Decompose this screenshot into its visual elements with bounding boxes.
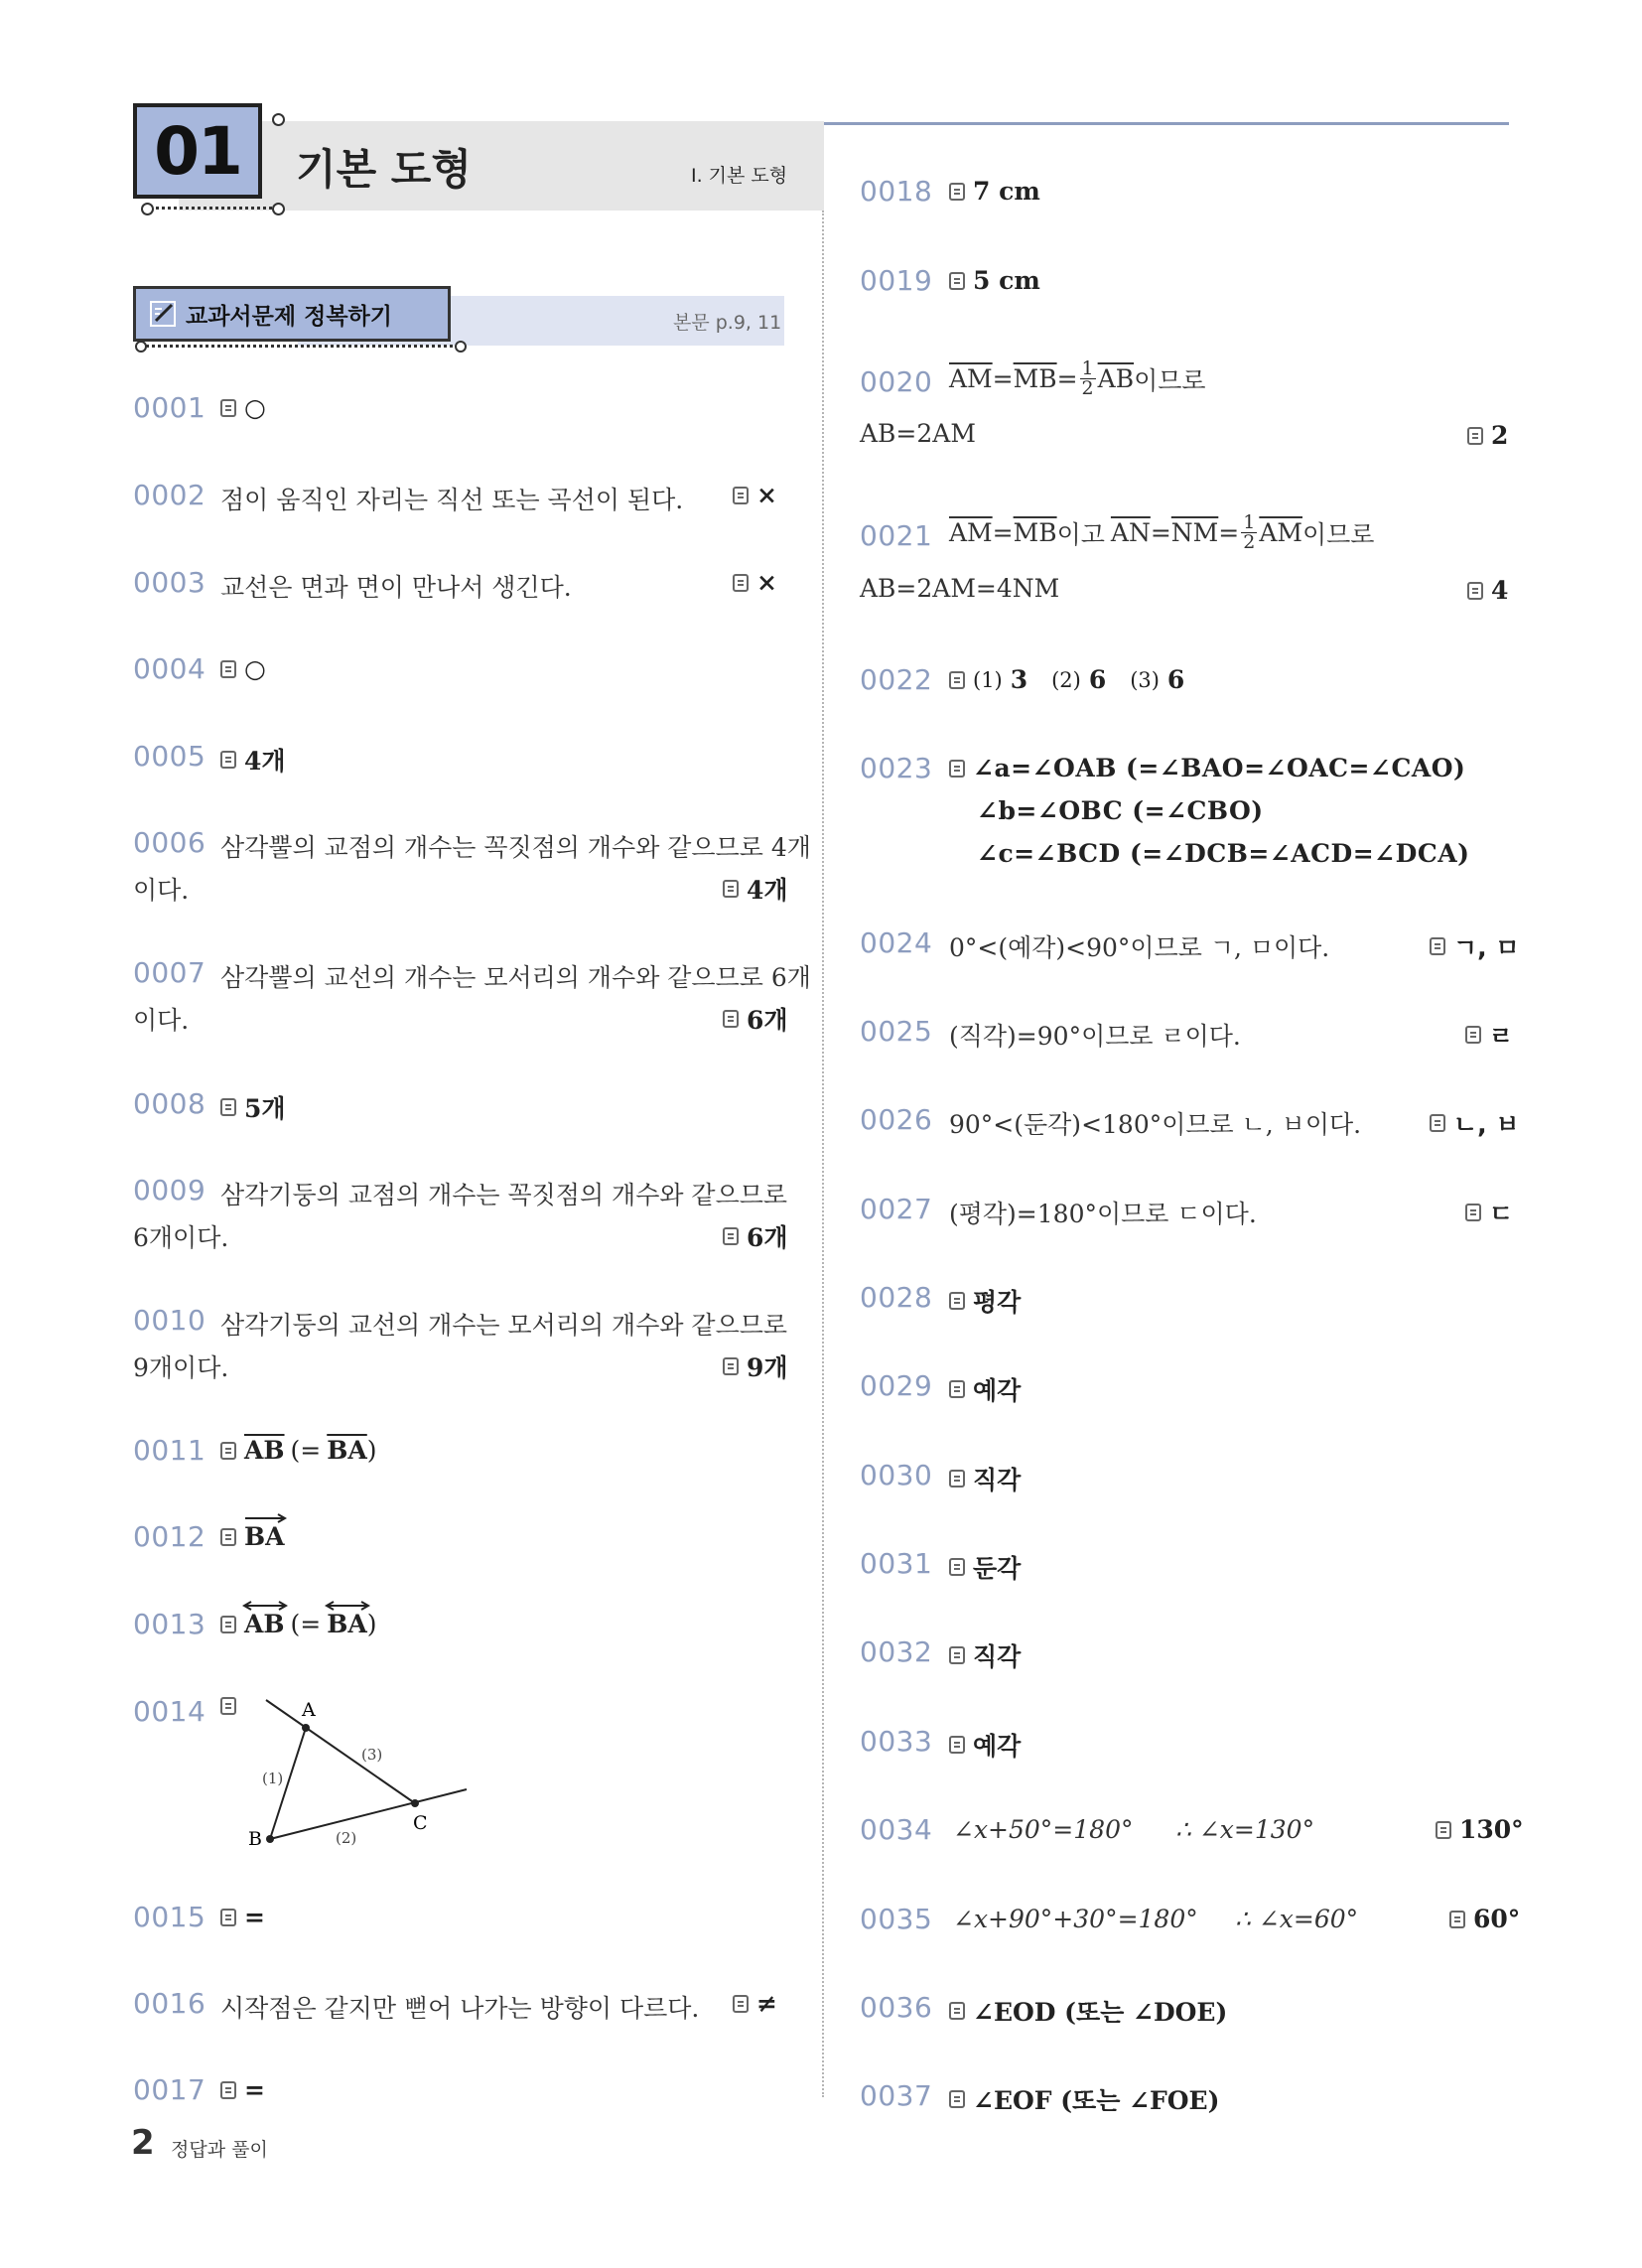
- equation-line2: AB=2AM=4NM: [860, 574, 1060, 603]
- point-label-c: C: [413, 1812, 428, 1834]
- item-text: 삼각기둥의 교점의 개수는 꼭짓점의 개수와 같으므로: [220, 1181, 788, 1209]
- item-number: 0004: [133, 652, 206, 685]
- item-number: 0024: [860, 926, 933, 959]
- subsection-dots: [139, 345, 461, 348]
- answer-icon: [220, 1098, 236, 1116]
- page-number: 2: [131, 2123, 155, 2163]
- item-number: 0020: [860, 365, 933, 398]
- figure-label-3: (3): [361, 1746, 383, 1764]
- answer-icon: [949, 2090, 965, 2108]
- item-number: 0033: [860, 1725, 933, 1758]
- item-number: 0034: [860, 1813, 933, 1846]
- equation: ∠x+90°+30°=180°: [953, 1905, 1198, 1933]
- item-text-cont: 이다.: [133, 1006, 190, 1035]
- item-number: 0026: [860, 1103, 933, 1136]
- answer-icon: [723, 1010, 739, 1028]
- answer: 5개: [220, 1089, 286, 1125]
- ray-arrow-icon: [244, 1512, 288, 1524]
- answer: 예각: [949, 1727, 1021, 1763]
- subsection-label: 교과서문제 정복하기: [186, 303, 392, 330]
- answer: 2: [1467, 421, 1508, 450]
- subsection-badge: [133, 286, 451, 342]
- item-number: 0003: [133, 566, 206, 599]
- answer: =: [220, 2075, 265, 2104]
- answer: ∠EOD (또는 ∠DOE): [949, 1993, 1227, 2029]
- answer-icon: [733, 487, 749, 504]
- answer-line2: ∠b=∠OBC (=∠CBO): [977, 796, 1264, 825]
- item-number: 0009: [133, 1174, 206, 1206]
- answer: 직각: [949, 1637, 1021, 1673]
- answer: 평각: [949, 1283, 1021, 1319]
- item-number: 0015: [133, 1901, 206, 1933]
- answer: 7 cm: [949, 177, 1040, 206]
- answer-icon: [949, 1470, 965, 1488]
- answer-icon: [220, 751, 236, 769]
- item-text: 삼각뿔의 교선의 개수는 모서리의 개수와 같으므로 6개: [220, 963, 811, 992]
- right-column-rule: [824, 122, 1509, 125]
- item-number: 0008: [133, 1087, 206, 1120]
- answer: ㄴ, ㅂ: [1430, 1105, 1520, 1141]
- answer: 둔각: [949, 1549, 1021, 1585]
- answer-icon: [949, 1380, 965, 1398]
- item-number: 0030: [860, 1459, 933, 1491]
- answer: 예각: [949, 1371, 1021, 1407]
- item-number: 0019: [860, 264, 933, 297]
- item-number: 0025: [860, 1015, 933, 1048]
- figure-label-2: (2): [336, 1829, 357, 1847]
- answer: ㄷ: [1465, 1195, 1513, 1230]
- line-arrows-icon: [242, 1600, 288, 1612]
- answer-icon: [949, 1292, 965, 1310]
- answer-icon: [220, 660, 236, 678]
- answer: (1) 3 (2) 6 (3) 6: [949, 665, 1184, 694]
- item-number: 0002: [133, 479, 206, 511]
- item-number: 0031: [860, 1547, 933, 1580]
- answer-icon: [220, 1528, 236, 1546]
- answer: =: [220, 1903, 265, 1931]
- subsection-dot-left: [135, 341, 147, 353]
- answer-icon: [1467, 582, 1483, 600]
- answer: 130°: [1436, 1815, 1524, 1844]
- answer-icon: [1430, 1114, 1445, 1132]
- answer: 4개: [220, 742, 286, 778]
- equation-result: ∴ ∠x=60°: [1235, 1905, 1359, 1933]
- segment-ab: $\overline{AB}$: [244, 1436, 285, 1465]
- answer-icon: [220, 399, 236, 417]
- triangle-figure: [238, 1686, 477, 1855]
- item-number: 0037: [860, 2079, 933, 2112]
- item-text: (평각)=180°이므로 ㄷ이다.: [949, 1200, 1257, 1228]
- answer-icon: [220, 2081, 236, 2099]
- item-number: 0027: [860, 1193, 933, 1225]
- item-text: (직각)=90°이므로 ㄹ이다.: [949, 1022, 1241, 1051]
- item-number: 0016: [133, 1987, 206, 2020]
- item-number: 0036: [860, 1991, 933, 2024]
- item-number: 0029: [860, 1369, 933, 1402]
- answer: 9개: [723, 1348, 788, 1384]
- answer-icon: [949, 1736, 965, 1754]
- answer-icon: [220, 1909, 236, 1926]
- item-text-cont: 9개이다.: [133, 1353, 229, 1382]
- item-number: 0018: [860, 175, 933, 208]
- item-number: 0023: [860, 752, 933, 784]
- answer: 4: [1467, 576, 1508, 605]
- answer-icon: [220, 1616, 236, 1633]
- answer-icon: [723, 1357, 739, 1375]
- answer: 4개: [723, 871, 788, 907]
- chapter-title: 기본 도형: [296, 145, 472, 194]
- answer: 60°: [1449, 1905, 1520, 1933]
- line-ba: BA: [327, 1610, 367, 1638]
- answer: ≠: [733, 1989, 777, 2018]
- answer: 직각: [949, 1461, 1021, 1496]
- item-number: 0011: [133, 1434, 206, 1467]
- item-number: 0014: [133, 1695, 206, 1728]
- answer-icon: [949, 2002, 965, 2020]
- item-number: 0006: [133, 826, 206, 859]
- item-text: 0°<(예각)<90°이므로 ㄱ, ㅁ이다.: [949, 933, 1330, 962]
- answer: ×: [733, 481, 777, 509]
- answer-icon: [723, 880, 739, 898]
- answer-icon: [949, 1558, 965, 1576]
- equation-result: ∴ ∠x=130°: [1175, 1815, 1315, 1844]
- chapter-badge-dots: [145, 207, 278, 210]
- item-text: 90°<(둔각)<180°이므로 ㄴ, ㅂ이다.: [949, 1110, 1362, 1139]
- segment-ba: $\overline{BA}$: [327, 1436, 367, 1465]
- answer-icon: [220, 1697, 236, 1715]
- item-text: 삼각기둥의 교선의 개수는 모서리의 개수와 같으므로: [220, 1311, 788, 1340]
- answer: $\overline{AB}$ (= $\overline{BA}$ ): [220, 1436, 377, 1465]
- point-label-a: A: [302, 1699, 316, 1721]
- item-number: 0017: [133, 2073, 206, 2106]
- answer-icon: [1467, 427, 1483, 445]
- ray-ba: BA: [244, 1522, 285, 1551]
- item-number: 0010: [133, 1304, 206, 1337]
- item-number: 0012: [133, 1520, 206, 1553]
- answer: [220, 1522, 285, 1551]
- answer-icon: [723, 1227, 739, 1245]
- answer: AB (= BA ): [220, 1610, 377, 1638]
- answer-icon: [949, 183, 965, 201]
- answer: ×: [733, 568, 777, 597]
- answer-icon: [1449, 1911, 1465, 1928]
- equation: ∠x+50°=180°: [953, 1815, 1134, 1844]
- answer-icon: [1465, 1026, 1481, 1044]
- chapter-badge-dot-top: [272, 113, 285, 126]
- equation-line2: AB=2AM: [860, 419, 976, 448]
- answer-icon: [1465, 1204, 1481, 1221]
- item-number: 0022: [860, 663, 933, 696]
- figure-label-1: (1): [262, 1770, 284, 1787]
- answer: ∠a=∠OAB (=∠BAO=∠OAC=∠CAO): [949, 754, 1465, 782]
- item-number: 0005: [133, 740, 206, 773]
- column-divider: [822, 211, 824, 2097]
- point-label-b: B: [248, 1828, 262, 1850]
- answer-icon: [949, 272, 965, 290]
- footer-label: 정답과 풀이: [171, 2139, 268, 2161]
- answer: 6개: [723, 1218, 788, 1254]
- item-text: 시작점은 같지만 뻗어 나가는 방향이 다르다.: [220, 1994, 700, 2023]
- equation: $\overline{AM}$ = $\overline{MB}$ 이고 $\overline{AN}$ = $\overline{NM}$ = $\frac{1}{2}$ $\overline{AM}$ 이므로: [949, 511, 1375, 553]
- item-number: 0013: [133, 1608, 206, 1640]
- answer: ∠EOF (또는 ∠FOE): [949, 2081, 1219, 2117]
- item-number: 0032: [860, 1635, 933, 1668]
- chapter-badge: [133, 103, 262, 199]
- answer-icon: [949, 1646, 965, 1664]
- answer: ○: [220, 654, 266, 683]
- line-arrows-icon: [325, 1600, 370, 1612]
- item-number: 0021: [860, 519, 933, 552]
- answer: ㄱ, ㅁ: [1430, 928, 1520, 964]
- answer: ○: [220, 393, 266, 422]
- answer-icon: [1430, 937, 1445, 955]
- item-number: 0007: [133, 956, 206, 989]
- answer-line3: ∠c=∠BCD (=∠DCB=∠ACD=∠DCA): [977, 839, 1470, 868]
- item-text-cont: 6개이다.: [133, 1223, 229, 1252]
- item-number: 0001: [133, 391, 206, 424]
- chapter-section: I. 기본 도형: [691, 165, 788, 187]
- item-text: 점이 움직인 자리는 직선 또는 곡선이 된다.: [220, 486, 684, 514]
- chapter-badge-dot-right: [272, 203, 285, 215]
- item-number: 0035: [860, 1903, 933, 1935]
- answer: 5 cm: [949, 266, 1040, 295]
- subsection-dot-right: [455, 341, 467, 353]
- subsection-page-ref: 본문 p.9, 11: [673, 312, 782, 334]
- chapter-badge-dot-left: [141, 203, 154, 215]
- answer-icon: [949, 760, 965, 778]
- answer-icon: [733, 574, 749, 592]
- item-text: 교선은 면과 면이 만나서 생긴다.: [220, 573, 572, 602]
- answer: ㄹ: [1465, 1017, 1513, 1053]
- line-ab: AB: [244, 1610, 285, 1638]
- item-text: 삼각뿔의 교점의 개수는 꼭짓점의 개수와 같으므로 4개: [220, 833, 811, 862]
- answer: 6개: [723, 1001, 788, 1037]
- item-number: 0028: [860, 1281, 933, 1314]
- pencil-icon: [150, 301, 176, 327]
- answer-icon: [733, 1995, 749, 2013]
- answer-icon: [949, 671, 965, 689]
- equation: $\overline{AM}$ = $\overline{MB}$ = $\frac{1}{2}$ $\overline{AB}$ 이므로: [949, 357, 1206, 399]
- answer-icon: [220, 1442, 236, 1460]
- item-text-cont: 이다.: [133, 876, 190, 905]
- chapter-number: 01: [154, 112, 241, 190]
- answer-icon: [1436, 1821, 1451, 1839]
